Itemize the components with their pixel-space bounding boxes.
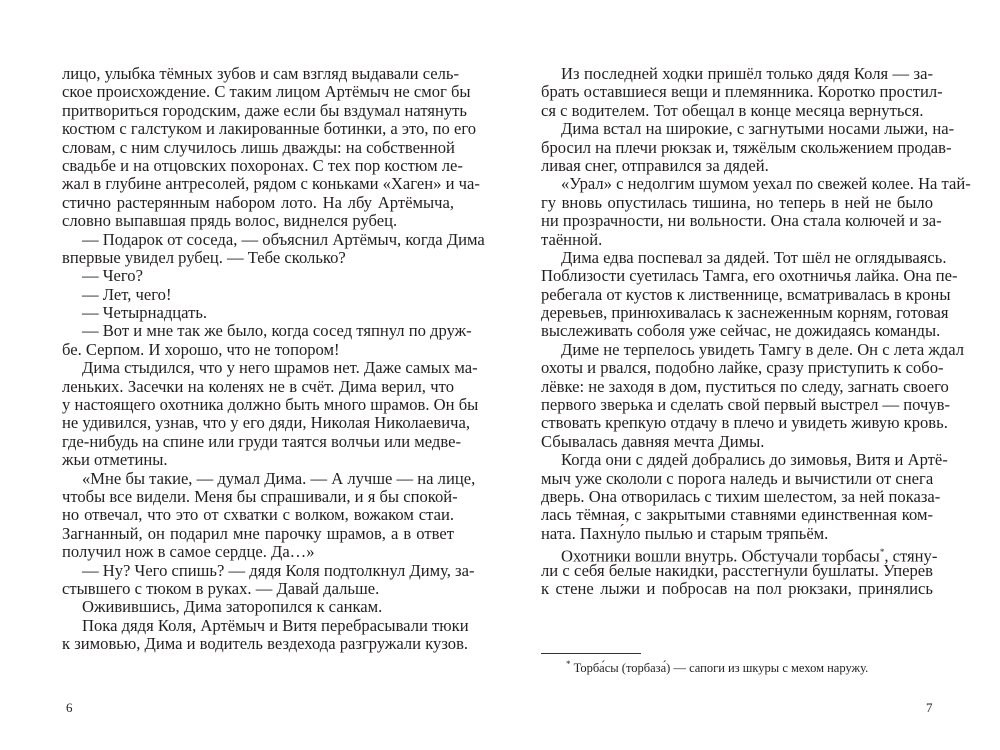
paragraph — [62, 598, 454, 616]
paragraph — [62, 468, 476, 562]
text-line: — Четырнадцать. — [82, 303, 208, 323]
text-line: ребегала от кустов к лиственнице, всматривалась в кроны — [541, 284, 951, 304]
text-line: «Мне бы такие, — думал Дима. — А лучше — на лице, — [82, 468, 476, 488]
footnote — [566, 659, 868, 676]
text-line: Когда они с дядей добрались до зимовья, Витя и Артё- — [561, 450, 948, 470]
paragraph — [62, 615, 469, 654]
paragraph — [62, 358, 479, 470]
text-line: Поблизости суетилась Тамга, его охотничья лайка. Она пе- — [541, 266, 958, 286]
text-line: стывшего с тюком в руках. — Давай дальше. — [62, 578, 380, 598]
text-line: дверь. Она отворилась с тихим шелестом, за ней показа- — [541, 486, 941, 506]
text-line: таённой. — [541, 229, 603, 249]
text-line: Диме не терпелось увидеть Тамгу в деле. Он с лета ждал — [561, 339, 965, 359]
text-line: лицо, улыбка тёмных зубов и сам взгляд выдавали сель- — [62, 64, 460, 83]
text-line: Сбывалась давняя мечта Димы. — [541, 431, 765, 451]
text-line: гу вновь опустилась тишина, но теперь в ней не было — [541, 192, 933, 212]
page-number-right: 7 — [926, 700, 933, 715]
text-line: — Вот и мне так же было, когда сосед тяпнул по друж- — [82, 321, 472, 341]
text-line: Охотники вошли внутрь. Обстучали торбасы*, стяну- — [561, 546, 938, 566]
paragraph — [541, 339, 965, 451]
text-line: жал в глубине антресолей, рядом с коньками «Хаген» и ча- — [62, 174, 480, 194]
text-line: Оживившись, Дима заторопился к санкам. — [82, 597, 383, 617]
text-line: получил нож в самое сердце. Да…» — [62, 542, 315, 562]
text-line: мыч уже скололи с порога наледь и вычистили от снега — [541, 468, 934, 488]
text-line: свадьбе и на отцовских похоронах. С тех пор костюм ле- — [62, 155, 463, 175]
paragraph — [541, 119, 955, 175]
paragraph — [541, 450, 948, 543]
text-line: к стене лыжи и побросав на пол рюкзаки, принялись — [541, 578, 933, 598]
footnote-text: Торба́сы (торбаза́) — сапоги из шкуры с мехом наружу. — [573, 661, 869, 676]
paragraph — [62, 64, 480, 231]
text-line: ли с себя белые накидки, расстегнули бушлаты. Уперев — [541, 560, 933, 580]
text-line: ствовать крепкую отдачу в плечо и увидеть живую кровь. — [541, 413, 948, 433]
text-line: Дима встал на широкие, с загнутыми носами лыжи, на- — [561, 119, 955, 139]
text-line: ское происхождение. С таким лицом Артёмыч не смог бы — [62, 82, 471, 102]
text-line: Загнанный, он подарил мне парочку шрамов, а в ответ — [62, 523, 454, 543]
text-line: впервые увидел рубец. — Тебе сколько? — [62, 247, 346, 267]
text-line: у настоящего охотника должно быть много шрамов. Он бы — [62, 395, 479, 415]
text-line: притвориться городским, даже если бы вздумал натянуть — [62, 100, 467, 120]
text-line: — Подарок от соседа, — объяснил Артёмыч, когда Дима — [82, 229, 485, 249]
text-line: бросил на плечи рюкзак и, тяжёлым скольжением продав- — [541, 137, 952, 157]
paragraph — [541, 174, 971, 249]
text-line: Дима стыдился, что у него шрамов нет. Даже самых ма- — [82, 358, 478, 378]
text-line: — Лет, чего! — [82, 284, 172, 304]
text-line: бе. Серпом. И хорошо, что не топором! — [62, 339, 340, 359]
text-line: не удивился, узнав, что у его дяди, Николая Николаевича, — [62, 413, 470, 433]
text-line: деревьев, принюхивалась к заснеженным корням, готовая — [541, 303, 949, 323]
footnote-divider — [541, 653, 641, 654]
text-line: первого зверька и сделать свой первый выстрел — почув- — [541, 395, 950, 415]
text-line: брать оставшиеся вещи и племянника. Коротко простил- — [541, 82, 943, 102]
text-line: выслеживать соболя уже сейчас, не дожидаясь команды. — [541, 321, 941, 341]
text-line: — Чего? — [82, 266, 143, 286]
text-line: леньких. Засечки на коленях не в счёт. Дима верил, что — [62, 376, 454, 396]
text-line: чтобы все видели. Меня бы спрашивали, и я бы спокой- — [62, 486, 458, 506]
paragraph — [62, 229, 485, 268]
text-line: где-нибудь на спине или груди таятся волчьи или медве- — [62, 431, 461, 451]
text-line: «Урал» с недолгим шумом уехал по свежей колее. На тай- — [561, 174, 971, 194]
left-page-text — [62, 64, 485, 654]
paragraph — [62, 304, 454, 322]
paragraph — [62, 286, 454, 304]
text-line: стично растерянным набором лото. На лбу Артёмыча, — [62, 192, 454, 212]
text-line: словам, с ним случилось лишь дважды: на собственной — [62, 137, 455, 157]
paragraph — [541, 64, 943, 120]
paragraph — [541, 247, 958, 341]
footnote-reference: * — [879, 547, 885, 558]
text-line: Пока дядя Коля, Артёмыч и Витя перебрасывали тюки — [82, 615, 469, 635]
text-line: костюм с галстуком и лакированные ботинки, а это, по его — [62, 119, 477, 139]
text-line: ся с водителем. Тот обещал в конце месяца вернуться. — [541, 100, 924, 120]
text-line: ната. Пахну́ло пылью и старым тряпьём. — [541, 523, 829, 543]
text-line: — Ну? Чего спишь? — дядя Коля подтолкнул Диму, за- — [82, 560, 475, 580]
text-line: словно выпавшая прядь волос, виднелся рубец. — [62, 211, 398, 231]
paragraph — [62, 321, 472, 359]
paragraph — [62, 560, 475, 599]
text-line: Из последней ходки пришёл только дядя Коля — за- — [561, 64, 933, 83]
text-line: лась тёмная, с закрытыми ставнями единственная ком- — [541, 505, 933, 525]
right-page-text — [541, 64, 971, 598]
text-line: охоты и рвался, подобно лайке, сразу приступить к собо- — [541, 358, 944, 378]
paragraph — [541, 543, 938, 598]
text-line: Дима едва поспевал за дядей. Тот шёл не оглядываясь. — [561, 247, 947, 267]
text-line: к зимовью, Дима и водитель вездехода разгружали кузов. — [62, 634, 469, 654]
text-line: жьи отметины. — [62, 450, 168, 470]
text-line: ливая снег, отправился за дядей. — [541, 155, 769, 175]
text-line: но отвечал, что это от схватки с волком, вожаком стаи. — [62, 505, 454, 525]
text-line: лёвке: не заходя в дом, пуститься по следу, загнать своего — [541, 376, 949, 396]
page-number-left: 6 — [66, 700, 73, 715]
text-line: ни прозрачности, ни вольности. Она стала колючей и за- — [541, 211, 942, 231]
footnote-marker: * — [566, 659, 571, 669]
paragraph — [62, 267, 454, 285]
